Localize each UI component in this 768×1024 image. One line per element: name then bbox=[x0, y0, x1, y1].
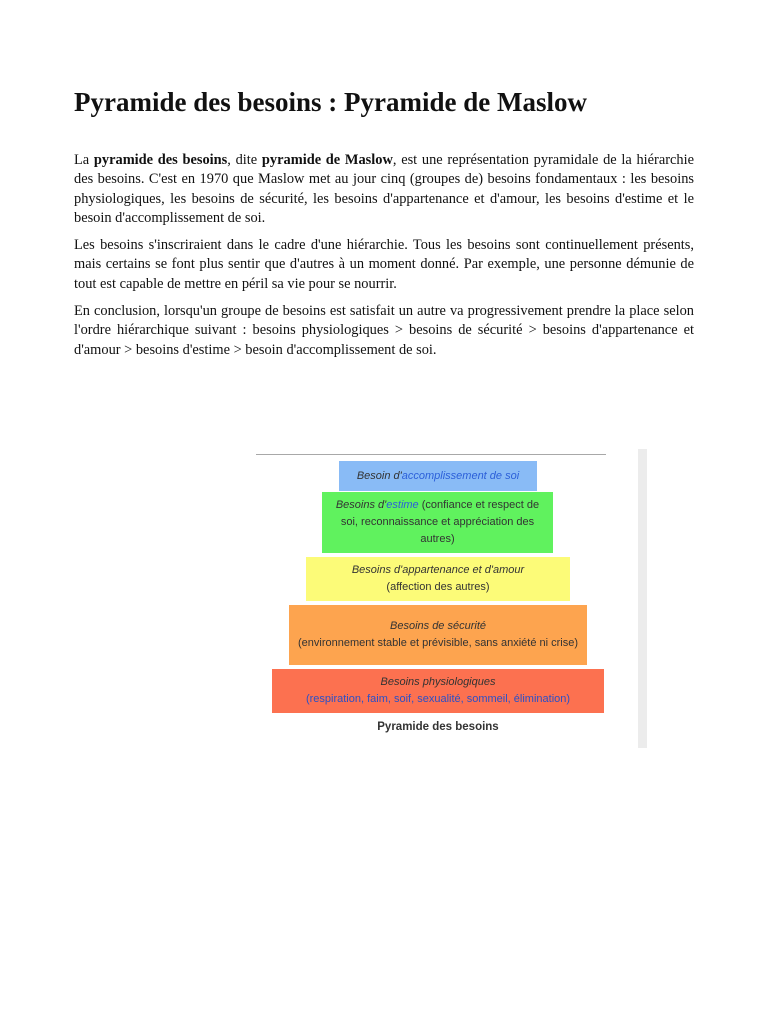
pyramid-level-physiologiques bbox=[272, 669, 604, 713]
level-name: Besoins d'appartenance et d'amour bbox=[351, 564, 525, 576]
paragraph-conclusion: En conclusion, lorsqu'un groupe de besoins est satisfait un autre va progressivement prendre la place selon l'ordre hiérarchique suivant : besoins physiologiques > besoins de sécurité > besoins d'appartenance et d'amour > besoins d'estime > besoin d'accomplissement de soi. bbox=[74, 303, 694, 358]
term-pyramide-des-besoins: pyramide des besoins bbox=[93, 152, 228, 168]
pyramid-level-appartenance bbox=[306, 557, 570, 601]
figure-divider bbox=[256, 454, 606, 455]
term-pyramide-de-maslow: pyramide de Maslow bbox=[261, 152, 393, 168]
level-name: Besoins de sécurité bbox=[390, 620, 486, 632]
level-label: Besoin d'accomplissement de soi bbox=[356, 469, 520, 482]
pyramid-level-securite bbox=[289, 605, 587, 665]
level-description: (respiration, faim, soif, sexualité, sommeil, élimination) bbox=[305, 693, 571, 705]
level-description: (environnement stable et prévisible, sans anxiété ni crise) bbox=[297, 637, 579, 649]
figure-scrollbar[interactable] bbox=[638, 449, 647, 748]
paragraph-hierarchy: Les besoins s'inscriraient dans le cadre d'une hiérarchie. Tous les besoins sont continuellement présents, mais certains se font plus sentir que d'autres à un moment donné. Par exemple, une personne démunie de tout est capable de mettre en péril sa vie pour se nourrir. bbox=[74, 237, 694, 292]
pyramid-level-estime bbox=[322, 492, 553, 553]
paragraph-mid: , dite bbox=[227, 152, 262, 168]
page-title: Pyramide des besoins : Pyramide de Maslow bbox=[74, 87, 587, 117]
pyramid-caption: Pyramide des besoins bbox=[377, 721, 499, 733]
level-name: Besoins physiologiques bbox=[380, 676, 496, 688]
paragraph-definition bbox=[74, 151, 694, 228]
paragraph-intro: La bbox=[74, 152, 94, 168]
pyramid-level-accomplissement bbox=[339, 461, 537, 491]
level-description: (affection des autres) bbox=[386, 581, 490, 593]
level-label: Besoins d'estime (confiance et respect de soi, reconnaissance et appréciation des autres) bbox=[335, 499, 540, 545]
paragraph-rest: , est une représentation pyramidale de la hiérarchie des besoins. C'est en 1970 que Maslow met au jour cinq (groupes de) besoins fondamentaux : les besoins physiologiques, les besoins de sécurité, les besoins d'appartenance et d'amour, les besoins d'estime et le besoin d'accomplissement de soi. bbox=[74, 152, 694, 226]
